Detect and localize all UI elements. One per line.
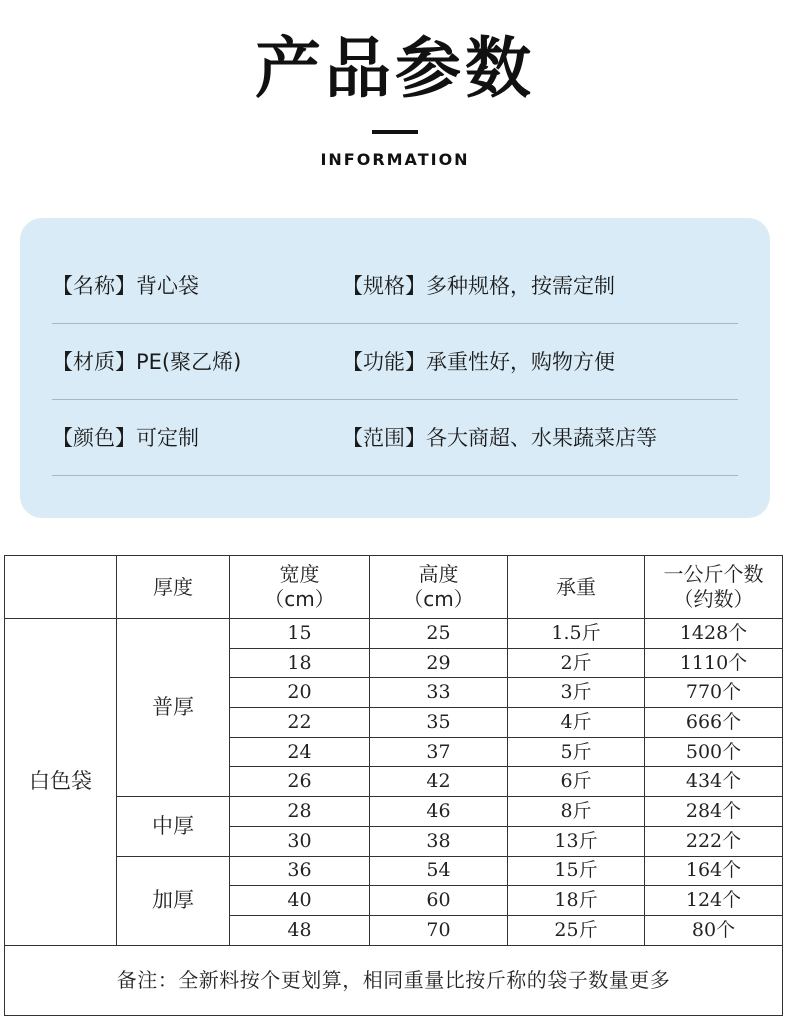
- width-cell: 26: [230, 767, 370, 797]
- height-cell: 70: [370, 915, 508, 945]
- count-cell: 80个: [645, 915, 783, 945]
- height-cell: 60: [370, 886, 508, 916]
- width-cell: 36: [230, 856, 370, 886]
- width-cell: 30: [230, 826, 370, 856]
- header-height-text: 高度 （cm）: [403, 562, 474, 611]
- width-cell: 40: [230, 886, 370, 916]
- height-cell: 38: [370, 826, 508, 856]
- count-cell: 164个: [645, 856, 783, 886]
- count-cell: 434个: [645, 767, 783, 797]
- table-row: [5, 797, 783, 827]
- load-cell: 25斤: [508, 915, 645, 945]
- info-row: [52, 324, 738, 400]
- header-empty-cell: [5, 556, 117, 619]
- count-cell: 1428个: [645, 619, 783, 649]
- width-cell: 24: [230, 737, 370, 767]
- load-cell: 8斤: [508, 797, 645, 827]
- thickness-cell: 普厚: [117, 619, 230, 797]
- width-cell: 15: [230, 619, 370, 649]
- count-cell: 1110个: [645, 648, 783, 678]
- load-cell: 18斤: [508, 886, 645, 916]
- load-cell: 5斤: [508, 737, 645, 767]
- page-subtitle: INFORMATION: [320, 150, 470, 169]
- width-cell: 28: [230, 797, 370, 827]
- title-underline: [372, 130, 418, 134]
- height-cell: 25: [370, 619, 508, 649]
- info-function: 【功能】承重性好，购物方便: [342, 350, 615, 374]
- width-cell: 48: [230, 915, 370, 945]
- count-cell: 500个: [645, 737, 783, 767]
- thickness-cell: 加厚: [117, 856, 230, 945]
- load-cell: 4斤: [508, 708, 645, 738]
- info-color: 【颜色】可定制: [52, 426, 199, 450]
- category-cell: 白色袋: [5, 619, 117, 946]
- header-load: 承重: [508, 556, 645, 619]
- width-cell: 22: [230, 708, 370, 738]
- count-cell: 222个: [645, 826, 783, 856]
- page-title: 产品参数: [255, 30, 535, 107]
- header-count: [645, 556, 783, 619]
- height-cell: 35: [370, 708, 508, 738]
- height-cell: 29: [370, 648, 508, 678]
- load-cell: 6斤: [508, 767, 645, 797]
- thickness-cell: 中厚: [117, 797, 230, 856]
- info-row: [52, 400, 738, 476]
- height-cell: 33: [370, 678, 508, 708]
- info-row: [52, 248, 738, 324]
- count-cell: 284个: [645, 797, 783, 827]
- count-cell: 770个: [645, 678, 783, 708]
- header-height: [370, 556, 508, 619]
- table-header-row: [5, 556, 783, 619]
- note-text: 备注：全新料按个更划算，相同重量比按斤称的袋子数量更多: [5, 945, 783, 1015]
- header-width: [230, 556, 370, 619]
- width-cell: 18: [230, 648, 370, 678]
- info-panel: [20, 218, 770, 518]
- load-cell: 3斤: [508, 678, 645, 708]
- width-cell: 20: [230, 678, 370, 708]
- info-spec: 【规格】多种规格，按需定制: [342, 274, 615, 298]
- load-cell: 15斤: [508, 856, 645, 886]
- table-row: [5, 856, 783, 886]
- load-cell: 2斤: [508, 648, 645, 678]
- height-cell: 54: [370, 856, 508, 886]
- info-material: 【材质】PE(聚乙烯): [52, 350, 242, 374]
- load-cell: 1.5斤: [508, 619, 645, 649]
- header-thickness: 厚度: [117, 556, 230, 619]
- count-cell: 666个: [645, 708, 783, 738]
- divider: [52, 475, 738, 476]
- info-name: 【名称】背心袋: [52, 274, 199, 298]
- count-cell: 124个: [645, 886, 783, 916]
- info-scope: 【范围】各大商超、水果蔬菜店等: [342, 426, 657, 450]
- height-cell: 42: [370, 767, 508, 797]
- height-cell: 37: [370, 737, 508, 767]
- load-cell: 13斤: [508, 826, 645, 856]
- header-width-text: 宽度 （cm）: [264, 562, 335, 611]
- note-row: [5, 945, 783, 1015]
- parameter-table: [4, 555, 783, 1016]
- table-row: [5, 619, 783, 649]
- header-count-text: 一公斤个数 （约数）: [663, 562, 764, 611]
- height-cell: 46: [370, 797, 508, 827]
